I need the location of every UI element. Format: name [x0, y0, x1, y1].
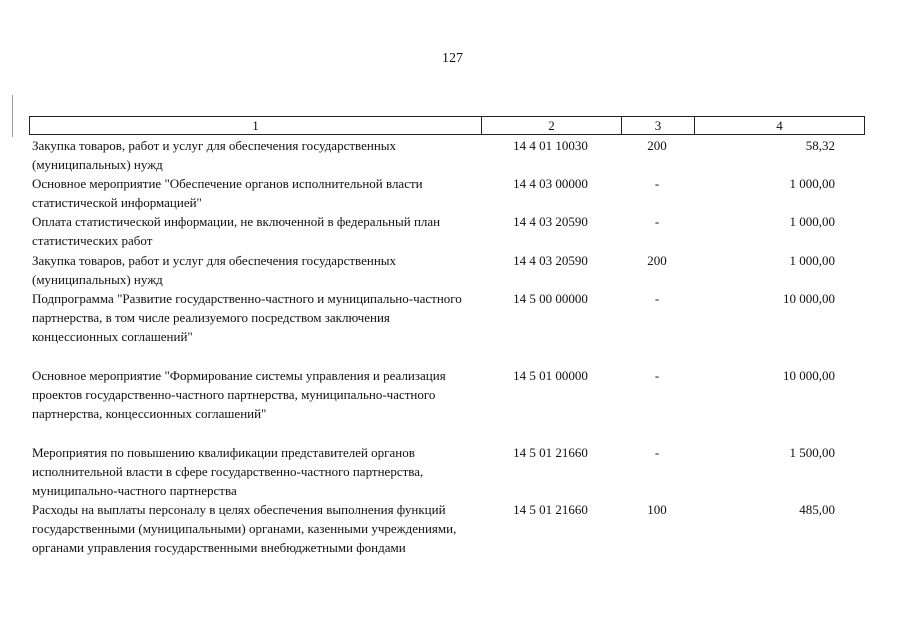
- row-name: Подпрограмма "Развитие государственно-частного и муниципально-частного партнерства, в том числе реализуемого посредством заключения концессионных соглашений": [32, 291, 462, 344]
- column-header-4: 4: [776, 118, 783, 133]
- row-name: Оплата статистической информации, не включенной в федеральный план статистических работ: [32, 214, 441, 248]
- row-amount: 1 000,00: [789, 176, 835, 191]
- row-type: -: [654, 176, 660, 191]
- row-name: Основное мероприятие "Обеспечение органов исполнительной власти статистической информацией": [32, 176, 423, 210]
- row-type: -: [654, 445, 660, 460]
- column-header-3: 3: [622, 117, 695, 134]
- table-header: [29, 116, 865, 135]
- row-amount: 1 000,00: [789, 253, 835, 268]
- row-code: 14 4 01 10030: [513, 138, 588, 153]
- row-code: 14 4 03 20590: [513, 214, 588, 229]
- row-code: 14 5 00 00000: [513, 291, 588, 306]
- row-type: -: [654, 291, 660, 306]
- column-header-2: 2: [482, 117, 622, 134]
- row-type: 100: [647, 502, 667, 517]
- row-type: -: [654, 368, 660, 383]
- row-code: 14 4 03 20590: [513, 253, 588, 268]
- row-amount: 1 500,00: [789, 445, 835, 460]
- row-amount: 1 000,00: [789, 214, 835, 229]
- row-name: Закупка товаров, работ и услуг для обеспечения государственных (муниципальных) нужд: [32, 253, 397, 287]
- row-code: 14 5 01 00000: [513, 368, 588, 383]
- row-code: 14 4 03 00000: [513, 176, 588, 191]
- row-code: 14 5 01 21660: [513, 502, 588, 517]
- row-name: Основное мероприятие "Формирование системы управления и реализация проектов государственно-частного партнерства, муниципально-частного партнерства, концессионных соглашений": [32, 368, 446, 421]
- row-type: 200: [647, 138, 667, 153]
- row-amount: 485,00: [799, 502, 835, 517]
- page-number: 127: [442, 51, 463, 66]
- row-name: Мероприятия по повышению квалификации представителей органов исполнительной власти в сфере государственно-частного партнерства, муниципально-частного партнерства: [32, 445, 424, 498]
- row-amount: 58,32: [805, 138, 835, 153]
- row-amount: 10 000,00: [783, 368, 835, 383]
- scan-edge-line: [12, 95, 13, 137]
- row-type: 200: [647, 253, 667, 268]
- row-type: -: [654, 214, 660, 229]
- row-name: Расходы на выплаты персоналу в целях обеспечения выполнения функций государственными (муниципальными) органами, казенными учреждениями, органами управления государственными внебюджетными фондами: [32, 502, 457, 555]
- column-header-1: 1: [30, 117, 482, 134]
- row-name: Закупка товаров, работ и услуг для обеспечения государственных (муниципальных) нужд: [32, 138, 397, 172]
- row-code: 14 5 01 21660: [513, 445, 588, 460]
- row-amount: 10 000,00: [783, 291, 835, 306]
